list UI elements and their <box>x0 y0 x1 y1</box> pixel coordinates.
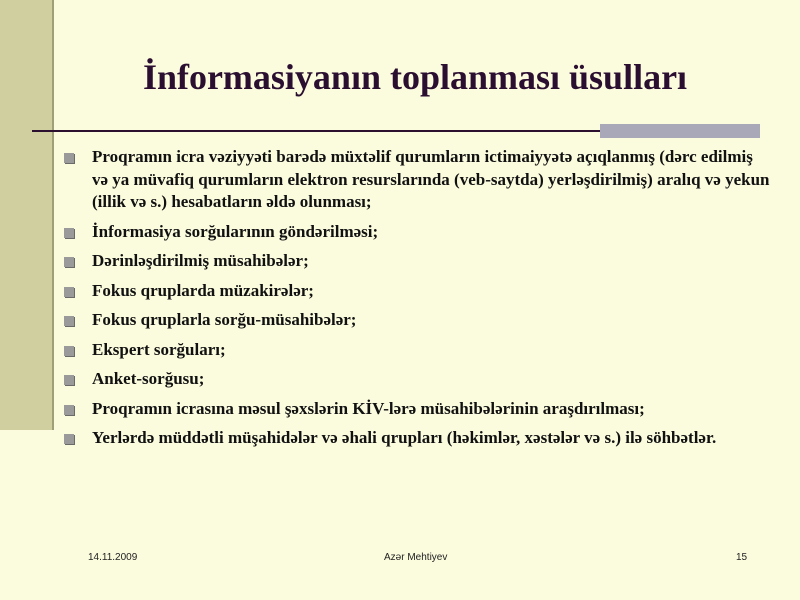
bullet-text: Fokus qruplarla sorğu-müsahibələr; <box>92 310 357 329</box>
bullet-text: İnformasiya sorğularının göndərilməsi; <box>92 221 379 241</box>
bullet-text: Dərinləşdirilmiş müsahibələr; <box>92 251 309 270</box>
bullet-square-icon <box>64 316 74 326</box>
left-decorative-band <box>0 0 52 430</box>
bullet-list <box>62 146 772 457</box>
bullet-text: Yerlərdə müddətli müşahidələr və əhali qrupları (həkimlər, xəstələr və s.) ilə söhbətlər. <box>92 428 717 447</box>
footer-date: 14.11.2009 <box>88 552 138 563</box>
bullet-text: Fokus qruplarda müzakirələr; <box>92 280 314 300</box>
footer-author: Azər Mehtiyev <box>384 552 448 563</box>
bullet-text: Proqramın icra vəziyyəti barədə müxtəlif qurumların ictimaiyyətə açıqlanmış (dərc edilmiş və ya müvafiq qurumların elektron resurslarında (veb-saytda) yerləşdirilmiş) aralıq və yekun (illik və s.) hesabatların əldə olunması; <box>92 147 770 211</box>
bullet-square-icon <box>64 375 74 385</box>
footer-page-number: 15 <box>736 552 748 563</box>
bullet-square-icon <box>64 153 74 163</box>
bullet-item <box>62 250 772 273</box>
bullet-item <box>62 146 772 214</box>
bullet-item <box>62 221 772 244</box>
bullet-square-icon <box>64 228 74 238</box>
bullet-item <box>62 280 772 303</box>
bullet-square-icon <box>64 287 74 297</box>
bullet-square-icon <box>64 257 74 267</box>
bullet-square-icon <box>64 346 74 356</box>
bullet-square-icon <box>64 434 74 444</box>
bullet-item <box>62 427 772 450</box>
bullet-text: Ekspert sorğuları; <box>92 339 226 359</box>
left-band-edge <box>52 0 54 430</box>
bullet-square-icon <box>64 405 74 415</box>
divider-accent-box <box>600 124 760 138</box>
bullet-item <box>62 398 772 421</box>
bullet-item <box>62 339 772 362</box>
slide-title: İnformasiyanın toplanması üsulları <box>142 57 688 97</box>
bullet-text: Anket-sorğusu; <box>92 369 205 388</box>
bullet-text: Proqramın icrasına məsul şəxslərin KİV-lərə müsahibələrinin araşdırılması; <box>92 398 645 418</box>
bullet-item <box>62 309 772 332</box>
bullet-item <box>62 368 772 391</box>
